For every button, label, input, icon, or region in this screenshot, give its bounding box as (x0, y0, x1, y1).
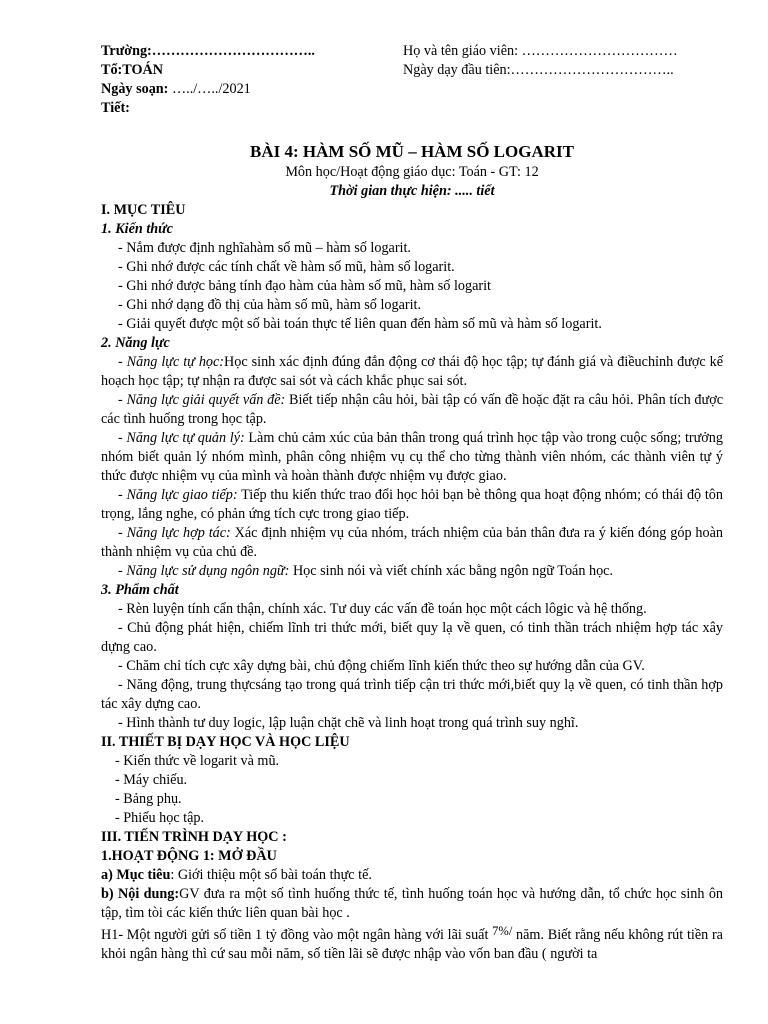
header-left (101, 42, 401, 118)
competence-item (101, 562, 723, 581)
equipment-item: - Phiếu học tập. (115, 810, 205, 826)
teach-date-line: Ngày dạy đầu tiên:…………………………….. (403, 62, 674, 78)
competence-text: Biết tiếp nhận câu hỏi, bài tập có vấn đề hoặc đặt ra câu hỏi. Phân tích được các tình huống trong học tập. (101, 392, 723, 427)
section-2-heading: II. THIẾT BỊ DẠY HỌC VÀ HỌC LIỆU (101, 734, 350, 750)
competence-text: Học sinh xác định đúng đắn động cơ thái độ học tập; tự đánh giá và điềuchỉnh được kế hoạch học tập; tự nhận ra được sai sót và cách khắc phục sai sót. (101, 354, 723, 389)
date-prep-label: Ngày soạn: (101, 81, 169, 97)
h1-text-before: H1- Một người gửi số tiền 1 tỷ đồng vào một ngân hàng với lãi suất (101, 927, 493, 943)
competence-text: Làm chủ cảm xúc của bản thân trong quá trình học tập vào trong cuộc sống; trưởng nhóm biết quản lý nhóm mình, phân công nhiệm vụ cụ thể cho từng thành viên nhóm, các thành viên tự ý thức được nhiệm vụ của mình và hoàn thành được nhiệm vụ được giao. (101, 430, 723, 484)
competence-item (101, 353, 723, 391)
document-header (101, 42, 723, 118)
date-prep-line (101, 80, 401, 99)
content-paragraph (101, 885, 723, 923)
knowledge-item: - Ghi nhớ được bảng tính đạo hàm của hàm số mũ, hàm số logarit (118, 278, 491, 294)
group-line: Tổ:TOÁN (101, 62, 164, 78)
knowledge-item: - Nắm được định nghĩahàm số mũ – hàm số logarit. (118, 240, 411, 256)
knowledge-item: - Ghi nhớ được các tính chất về hàm số mũ, hàm số logarit. (118, 259, 455, 275)
school-line (101, 42, 401, 61)
quality-item: - Chăm chỉ tích cực xây dựng bài, chủ động chiếm lĩnh kiến thức theo sự hướng dẫn của GV. (118, 658, 645, 674)
competence-text: Xác định nhiệm vụ của nhóm, trách nhiệm của bản thân đưa ra ý kiến đóng góp hoàn thành nhiệm vụ của chủ đề. (101, 525, 723, 560)
quality-item: - Năng động, trung thựcsáng tạo trong quá trình tiếp cận tri thức mới,biết quy lạ về quen, có tinh thần hợp tác xây dựng cao. (101, 677, 723, 712)
time-line: Thời gian thực hiện: ..... tiết (329, 183, 495, 199)
header-right (403, 42, 723, 80)
competence-item (101, 391, 723, 429)
title-block (101, 141, 723, 201)
competence-label: - Năng lực sử dụng ngôn ngữ: (118, 563, 290, 579)
subject-line: Môn học/Hoạt động giáo dục: Toán - GT: 12 (285, 164, 539, 180)
competence-label: - Năng lực giải quyết vấn đề: (118, 392, 286, 408)
competence-label: - Năng lực giao tiếp: (118, 487, 238, 503)
knowledge-item: - Ghi nhớ dạng đồ thị của hàm số mũ, hàm số logarit. (118, 297, 422, 313)
section-3-heading: III. TIẾN TRÌNH DẠY HỌC : (101, 829, 287, 845)
quality-item: - Chủ động phát hiện, chiếm lĩnh tri thức mới, biết quy lạ về quen, có tinh thần trách nhiệm hợp tác xây dựng cao. (101, 620, 723, 655)
quality-heading: 3. Phẩm chất (101, 582, 179, 598)
content-text: GV đưa ra một số tình huống thức tế, tình huống toán học và hướng dẫn, tổ chức học sinh ôn tập, tìm tòi các kiến thức liên quan bài học . (101, 886, 724, 921)
content-label: b) Nội dung: (101, 886, 180, 902)
competence-item (101, 524, 723, 562)
quality-item: - Rèn luyện tính cẩn thận, chính xác. Tư duy các vấn đề toán học một cách lôgic và hệ thống. (118, 601, 647, 617)
teacher-line: Họ và tên giáo viên: …………………………… (403, 43, 678, 59)
interest-rate: 7% (492, 924, 509, 938)
h1-text-after: năm. Biết rằng nếu không rút tiền ra khỏi ngân hàng thì cứ sau mỗi năm, số tiền lãi sẽ được nhập vào vốn ban đầu ( người ta (101, 927, 723, 962)
competence-item (101, 486, 723, 524)
competence-label: - Năng lực tự học: (118, 354, 225, 370)
competence-text: Tiếp thu kiến thức trao đổi học hỏi bạn bè thông qua hoạt động nhóm; có thái độ tôn trọng, lắng nghe, có phản ứng tích cực trong giao tiếp. (101, 487, 723, 522)
goal-text: : Giới thiệu một số bài toán thực tế. (170, 867, 372, 883)
competence-text: Học sinh nói và viết chính xác bằng ngôn ngữ Toán học. (289, 563, 614, 579)
competence-item (101, 429, 723, 486)
knowledge-item: - Giải quyết được một số bài toán thực tế liên quan đến hàm số mũ và hàm số logarit. (118, 316, 602, 332)
activity-1-heading: 1.HOẠT ĐỘNG 1: MỞ ĐẦU (101, 848, 277, 864)
document-page (101, 42, 723, 964)
competence-label: - Năng lực hợp tác: (118, 525, 231, 541)
section-1-heading: I. MỤC TIÊU (101, 202, 186, 218)
equipment-item: - Máy chiếu. (115, 772, 188, 788)
quality-item: - Hình thành tư duy logic, lập luận chặt chẽ và linh hoạt trong quá trình suy nghĩ. (118, 715, 579, 731)
school-label: Trường: (101, 43, 152, 59)
equipment-item: - Kiến thức về logarit và mũ. (115, 753, 280, 769)
competence-heading: 2. Năng lực (101, 335, 170, 351)
problem-h1 (101, 926, 723, 964)
page-title: BÀI 4: HÀM SỐ MŨ – HÀM SỐ LOGARIT (250, 142, 574, 161)
equipment-item: - Bảng phụ. (115, 791, 182, 807)
lesson-line: Tiết: (101, 100, 130, 116)
interest-rate-slash: / (508, 924, 513, 938)
goal-label: a) Mục tiêu (101, 867, 171, 883)
knowledge-heading: 1. Kiến thức (101, 221, 173, 237)
school-value: …………………………….. (151, 43, 315, 59)
goal-line (101, 866, 723, 885)
date-prep-value: …../…../2021 (168, 81, 251, 97)
competence-label: - Năng lực tự quản lý: (118, 430, 245, 446)
